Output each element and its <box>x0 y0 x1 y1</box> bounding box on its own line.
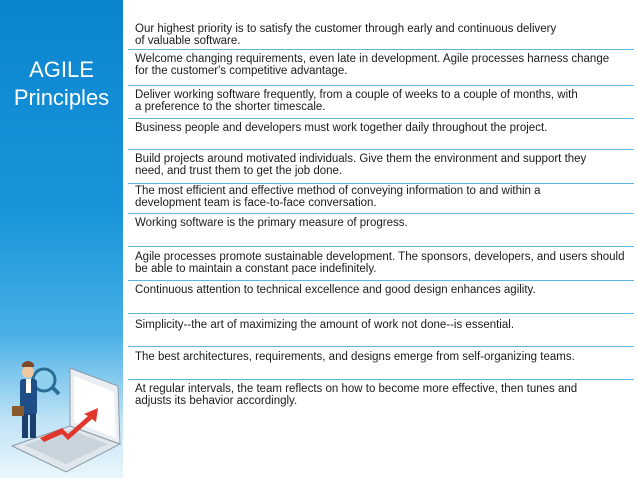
principle-row-11 <box>128 347 634 380</box>
principle-row-5 <box>128 150 634 184</box>
principle-text: The best architectures, requirements, and designs emerge from self-organizing teams. <box>135 351 575 363</box>
principle-row-12 <box>128 380 634 416</box>
businessman-laptop-icon <box>4 350 122 474</box>
principle-text: Deliver working software frequently, from a couple of weeks to a couple of months, with a preference to the shorter timescale. <box>135 89 578 113</box>
principle-text: The most efficient and effective method of conveying information to and within a development team is face-to-face conversation. <box>135 185 541 209</box>
principle-text: Build projects around motivated individuals. Give them the environment and support they need, and trust them to get the job done. <box>135 153 587 177</box>
principle-row-9 <box>128 281 634 314</box>
principle-row-7 <box>128 214 634 247</box>
slide-title-line-1: AGILE <box>29 57 94 82</box>
principle-row-4 <box>128 119 634 150</box>
principle-row-8 <box>128 247 634 281</box>
principle-text: Welcome changing requirements, even late in development. Agile processes harness change for the customer's competitive advantage. <box>135 53 610 77</box>
principle-row-1 <box>128 18 634 50</box>
principle-text: Our highest priority is to satisfy the customer through early and continuous delivery of valuable software. <box>135 23 557 47</box>
principle-text: Working software is the primary measure of progress. <box>135 217 408 229</box>
principle-row-10 <box>128 314 634 347</box>
slide-title <box>0 56 123 112</box>
sidebar-panel <box>0 0 123 478</box>
slide-title-line-2: Principles <box>13 85 110 110</box>
principle-row-2 <box>128 50 634 86</box>
principle-text: Business people and developers must work together daily throughout the project. <box>135 122 548 134</box>
principle-text: At regular intervals, the team reflects on how to become more effective, then tunes and adjusts its behavior accordingly. <box>135 383 578 407</box>
principle-row-6 <box>128 184 634 214</box>
principle-text: Agile processes promote sustainable development. The sponsors, developers, and users should be able to maintain a constant pace indefinitely. <box>135 251 625 275</box>
principle-text: Simplicity--the art of maximizing the amount of work not done--is essential. <box>135 319 515 331</box>
principle-row-3 <box>128 86 634 119</box>
principle-text: Continuous attention to technical excellence and good design enhances agility. <box>135 284 536 296</box>
